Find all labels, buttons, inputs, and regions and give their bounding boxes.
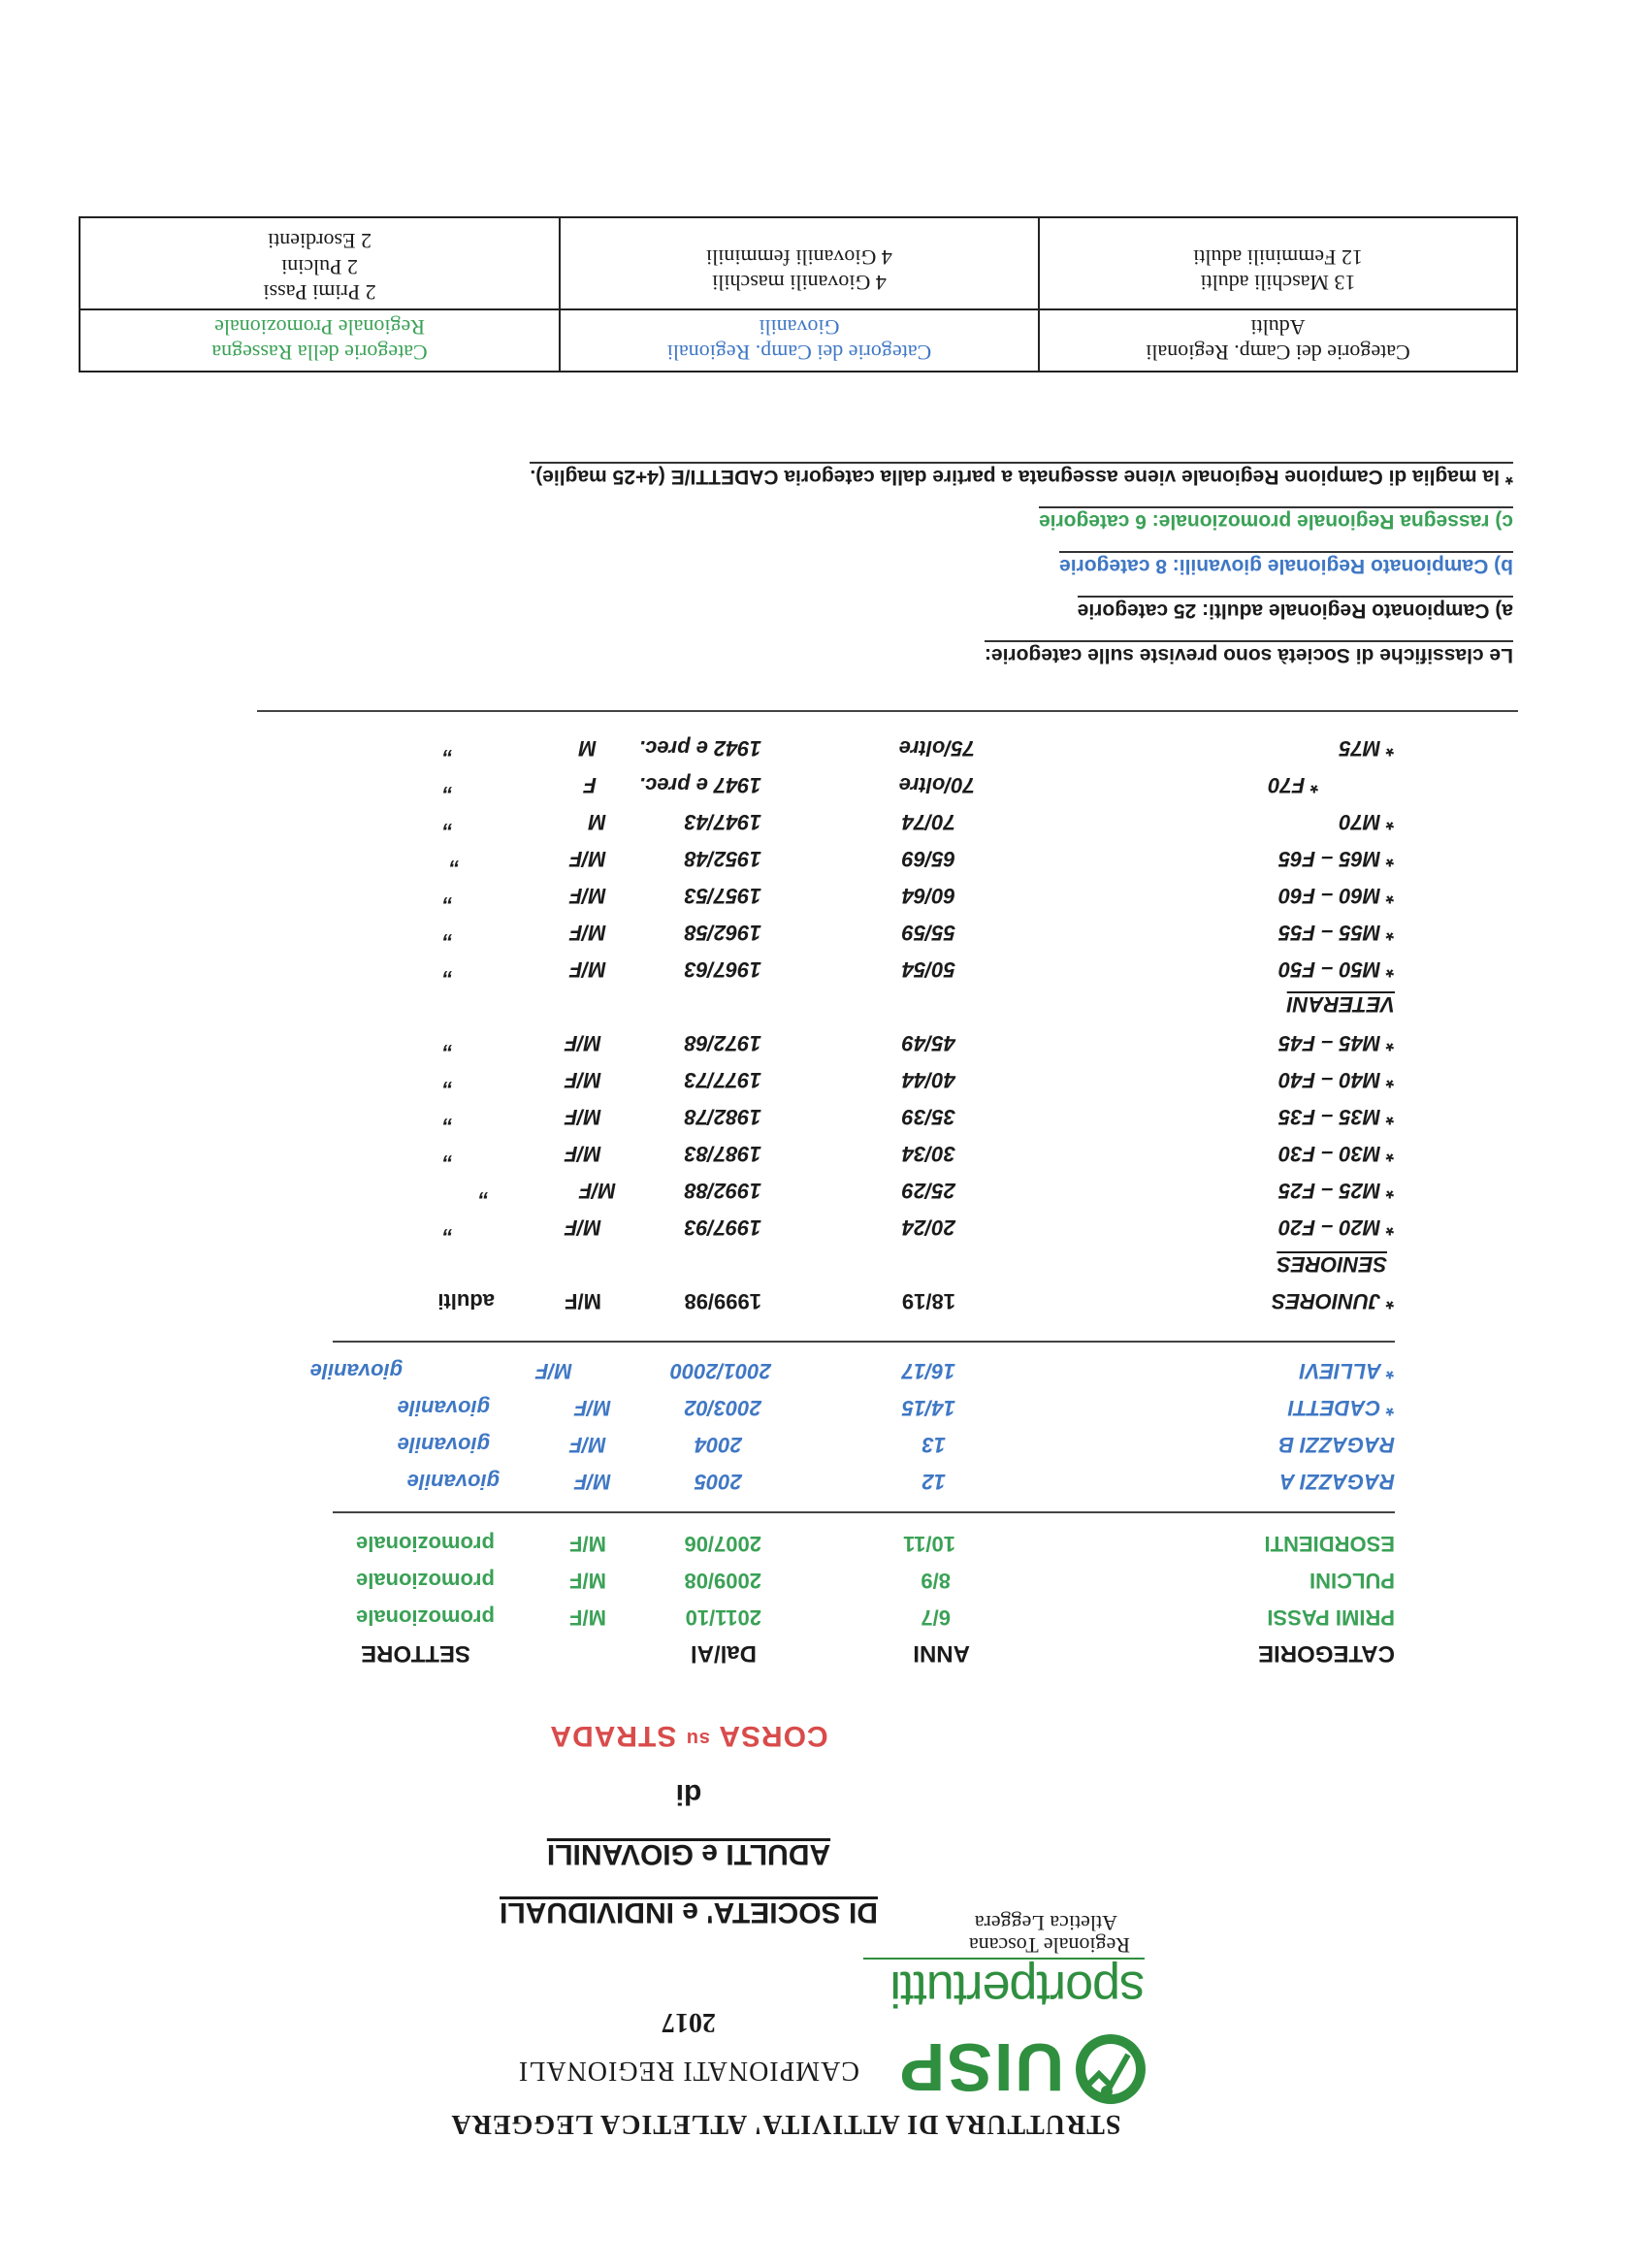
cell-dal: 2001/2000	[670, 1359, 771, 1383]
cell-dal: 2003/02	[684, 1396, 761, 1420]
cell-anni: 6/7	[921, 1605, 951, 1630]
cell-settore: giovanile	[406, 1470, 500, 1494]
header-settore: SETTORE	[361, 1640, 470, 1667]
cell-sex: M/F	[565, 1142, 601, 1166]
cell-cat: PULCINI	[1310, 1569, 1395, 1593]
cell-cat: * M65 – F65	[1278, 847, 1395, 871]
cell-cat: PRIMI PASSI	[1267, 1605, 1395, 1630]
title-structure: STRUTTURA DI ATTIVITA' ATLETICA LEGGERA	[450, 2109, 1121, 2139]
cell-settore: ”	[443, 1215, 454, 1240]
cell-cat: * F70	[1268, 773, 1319, 797]
cell-dal: 2009/08	[684, 1569, 761, 1593]
cell-settore: ”	[443, 736, 454, 761]
cell-cat: ESORDIENTI	[1264, 1532, 1395, 1556]
cell-cat: * M45 – F45	[1278, 1031, 1395, 1055]
cell-sex: M	[578, 736, 597, 761]
cell-sex: F	[583, 773, 597, 797]
cell-anni: 20/24	[901, 1215, 955, 1240]
cell-anni: 70/74	[901, 810, 955, 834]
cell-settore: ”	[443, 1105, 454, 1129]
title-championships: CAMPIONATI REGIONALI	[517, 2056, 860, 2086]
cell-anni: 50/54	[901, 957, 955, 982]
divider	[333, 1511, 1395, 1513]
cell-settore: ”	[443, 1031, 454, 1055]
cell-sex: M/F	[569, 921, 606, 945]
cell-sex: M/F	[565, 1215, 601, 1240]
cell-settore: promozionale	[355, 1605, 495, 1630]
cell-settore: ”	[479, 1179, 490, 1203]
note-a: a) Campionato Regionale adulti: 25 categorie	[1078, 596, 1513, 621]
cell-anni: 35/39	[901, 1105, 955, 1129]
cell-sex: M/F	[579, 1179, 616, 1203]
brand-name: sportpertutti	[890, 1960, 1145, 2017]
cell-sex: M/F	[569, 1532, 606, 1556]
cell-cat: RAGAZZI B	[1278, 1433, 1395, 1457]
cell-dal: 1982/78	[684, 1105, 761, 1129]
cell-anni: 45/49	[901, 1031, 955, 1055]
cell-anni: 14/15	[901, 1396, 955, 1420]
cell-settore: promozionale	[355, 1532, 495, 1556]
cell-cat: * M55 – F55	[1278, 921, 1395, 945]
note-intro: Le classifiche di Società sono previste sulle categorie:	[985, 640, 1513, 665]
cell-settore: promozionale	[355, 1569, 495, 1593]
cell-dal: 2005	[695, 1470, 742, 1494]
cell-sex: M/F	[569, 1605, 606, 1630]
cell-dal: 1999/98	[684, 1289, 761, 1313]
cell-sex: M/F	[565, 1068, 601, 1092]
section-seniores: SENIORES	[1277, 1252, 1387, 1277]
cell-sex: M/F	[569, 957, 606, 982]
cell-anni: 25/29	[901, 1179, 955, 1203]
cell-sex: M/F	[565, 1031, 601, 1055]
note-c: c) rassegna Regionale promozionale: 6 categorie	[1039, 506, 1513, 532]
cell-cat: * M50 – F50	[1278, 957, 1395, 982]
divider	[257, 710, 1518, 712]
cell-dal: 1962/58	[684, 921, 761, 945]
cell-cat: * M30 – F30	[1278, 1142, 1395, 1166]
cell-sex: M/F	[574, 1470, 611, 1494]
cell-sex: M/F	[565, 1289, 601, 1313]
cell-cat: * M70	[1339, 810, 1395, 834]
cell-settore: giovanile	[397, 1433, 490, 1457]
cell-cat: * ALLIEVI	[1299, 1359, 1395, 1383]
cell-cat: * M40 – F40	[1278, 1068, 1395, 1092]
cell-sex: M/F	[569, 1569, 606, 1593]
brand-region: Regionale Toscana	[968, 1933, 1130, 1958]
cell-anni: 55/59	[901, 921, 955, 945]
cell-dal: 1992/88	[684, 1179, 761, 1203]
cell-dal: 1957/53	[684, 884, 761, 908]
cell-anni: 30/34	[901, 1142, 955, 1166]
cell-settore: adulti	[437, 1289, 495, 1313]
summary-promozionale-header: Categorie della Rassegna Regionale Promozionale	[211, 314, 428, 365]
cell-dal: 1952/48	[684, 847, 761, 871]
cell-anni: 65/69	[901, 847, 955, 871]
cell-anni: 16/17	[901, 1359, 955, 1383]
cell-dal: 2011/10	[685, 1605, 761, 1630]
row-divider	[81, 308, 1516, 310]
summary-adulti-body: 13 Maschili adulti 12 Femminili adulti	[1193, 244, 1363, 295]
cell-anni: 75/oltre	[898, 736, 975, 761]
summary-giovanili-body: 4 Giovanili maschili 4 Giovanili femminili	[706, 244, 892, 295]
cell-anni: 12	[922, 1470, 946, 1494]
cell-cat: * M20 – F20	[1278, 1215, 1395, 1240]
cell-settore: ”	[443, 810, 454, 834]
cell-dal: 1972/68	[684, 1031, 761, 1055]
cell-settore: ”	[443, 957, 454, 982]
cell-settore: giovanile	[309, 1359, 403, 1383]
title-di: di	[675, 1778, 702, 1810]
cell-settore: ”	[443, 773, 454, 797]
cell-cat: * M25 – F25	[1278, 1179, 1395, 1203]
cell-cat: * M75	[1339, 736, 1395, 761]
cell-anni: 70/oltre	[898, 773, 975, 797]
cell-dal: 1942 e prec.	[639, 736, 761, 761]
cell-cat: * M35 – F35	[1278, 1105, 1395, 1129]
cell-dal: 2004	[695, 1433, 742, 1457]
cell-dal: 2007/06	[684, 1532, 761, 1556]
cell-sex: M	[588, 810, 606, 834]
cell-dal: 1977/73	[684, 1068, 761, 1092]
cell-anni: 40/44	[901, 1068, 955, 1092]
title-year: 2017	[662, 2007, 716, 2037]
cell-sex: M/F	[569, 884, 606, 908]
cell-anni: 13	[922, 1433, 946, 1457]
brand-divider	[863, 1958, 1145, 1960]
cell-anni: 60/64	[901, 884, 955, 908]
cell-anni: 10/11	[903, 1532, 955, 1556]
cell-settore: ”	[443, 1142, 454, 1166]
cell-dal: 1947 e prec.	[639, 773, 761, 797]
cell-dal: 1967/63	[684, 957, 761, 982]
cell-dal: 1947/43	[684, 810, 761, 834]
cell-anni: 8/9	[921, 1569, 951, 1593]
title-society: DI SOCIETA' e INDIVIDUALI	[500, 1896, 878, 1928]
header-anni: ANNI	[913, 1640, 970, 1667]
summary-adulti-header: Categorie dei Camp. Regionali Adulti	[1146, 314, 1410, 365]
cell-cat: * CADETTI	[1288, 1396, 1395, 1420]
cell-settore: ”	[443, 1068, 454, 1092]
cell-dal: 1997/93	[684, 1215, 761, 1240]
cell-sex: M/F	[565, 1105, 601, 1129]
header-categorie: CATEGORIE	[1258, 1640, 1395, 1667]
cell-sex: M/F	[574, 1396, 611, 1420]
cell-sex: M/F	[569, 847, 606, 871]
cell-settore: ”	[443, 921, 454, 945]
summary-giovanili-header: Categorie dei Camp. Regionali Giovanili	[666, 314, 932, 365]
cell-sex: M/F	[535, 1359, 572, 1383]
cell-cat: RAGAZZI A	[1279, 1470, 1395, 1494]
cell-cat: * M60 – F60	[1278, 884, 1395, 908]
note-star: * la maglia di Campione Regionale viene assegnata a partire dalla categoria CADETTI/E (4+25 maglie).	[530, 462, 1513, 487]
header-dal-al: Dal/Al	[690, 1640, 757, 1667]
cell-settore: ”	[450, 847, 461, 871]
section-veterani: VETERANI	[1286, 992, 1395, 1017]
summary-promozionale-body: 2 Primi Passi 2 Pulcini 2 Esordienti	[263, 229, 376, 305]
cell-cat: * JUNIORES	[1271, 1289, 1395, 1313]
note-b: b) Campionato Regionale giovanili: 8 categorie	[1059, 551, 1513, 576]
cell-dal: 1987/83	[684, 1142, 761, 1166]
cell-anni: 18/19	[901, 1289, 955, 1313]
divider	[333, 1341, 1395, 1343]
title-adults: ADULTI e GIOVANILI	[546, 1838, 831, 1870]
cell-sex: M/F	[569, 1433, 606, 1457]
summary-table	[79, 216, 1518, 373]
cell-settore: giovanile	[397, 1396, 490, 1420]
brand-sector: Atletica Leggera	[974, 1911, 1117, 1935]
title-corsa-strada: CORSA $^{su}$ STRADA	[549, 1720, 828, 1752]
logo-text: UISP	[897, 2029, 1064, 2105]
cell-settore: ”	[443, 884, 454, 908]
